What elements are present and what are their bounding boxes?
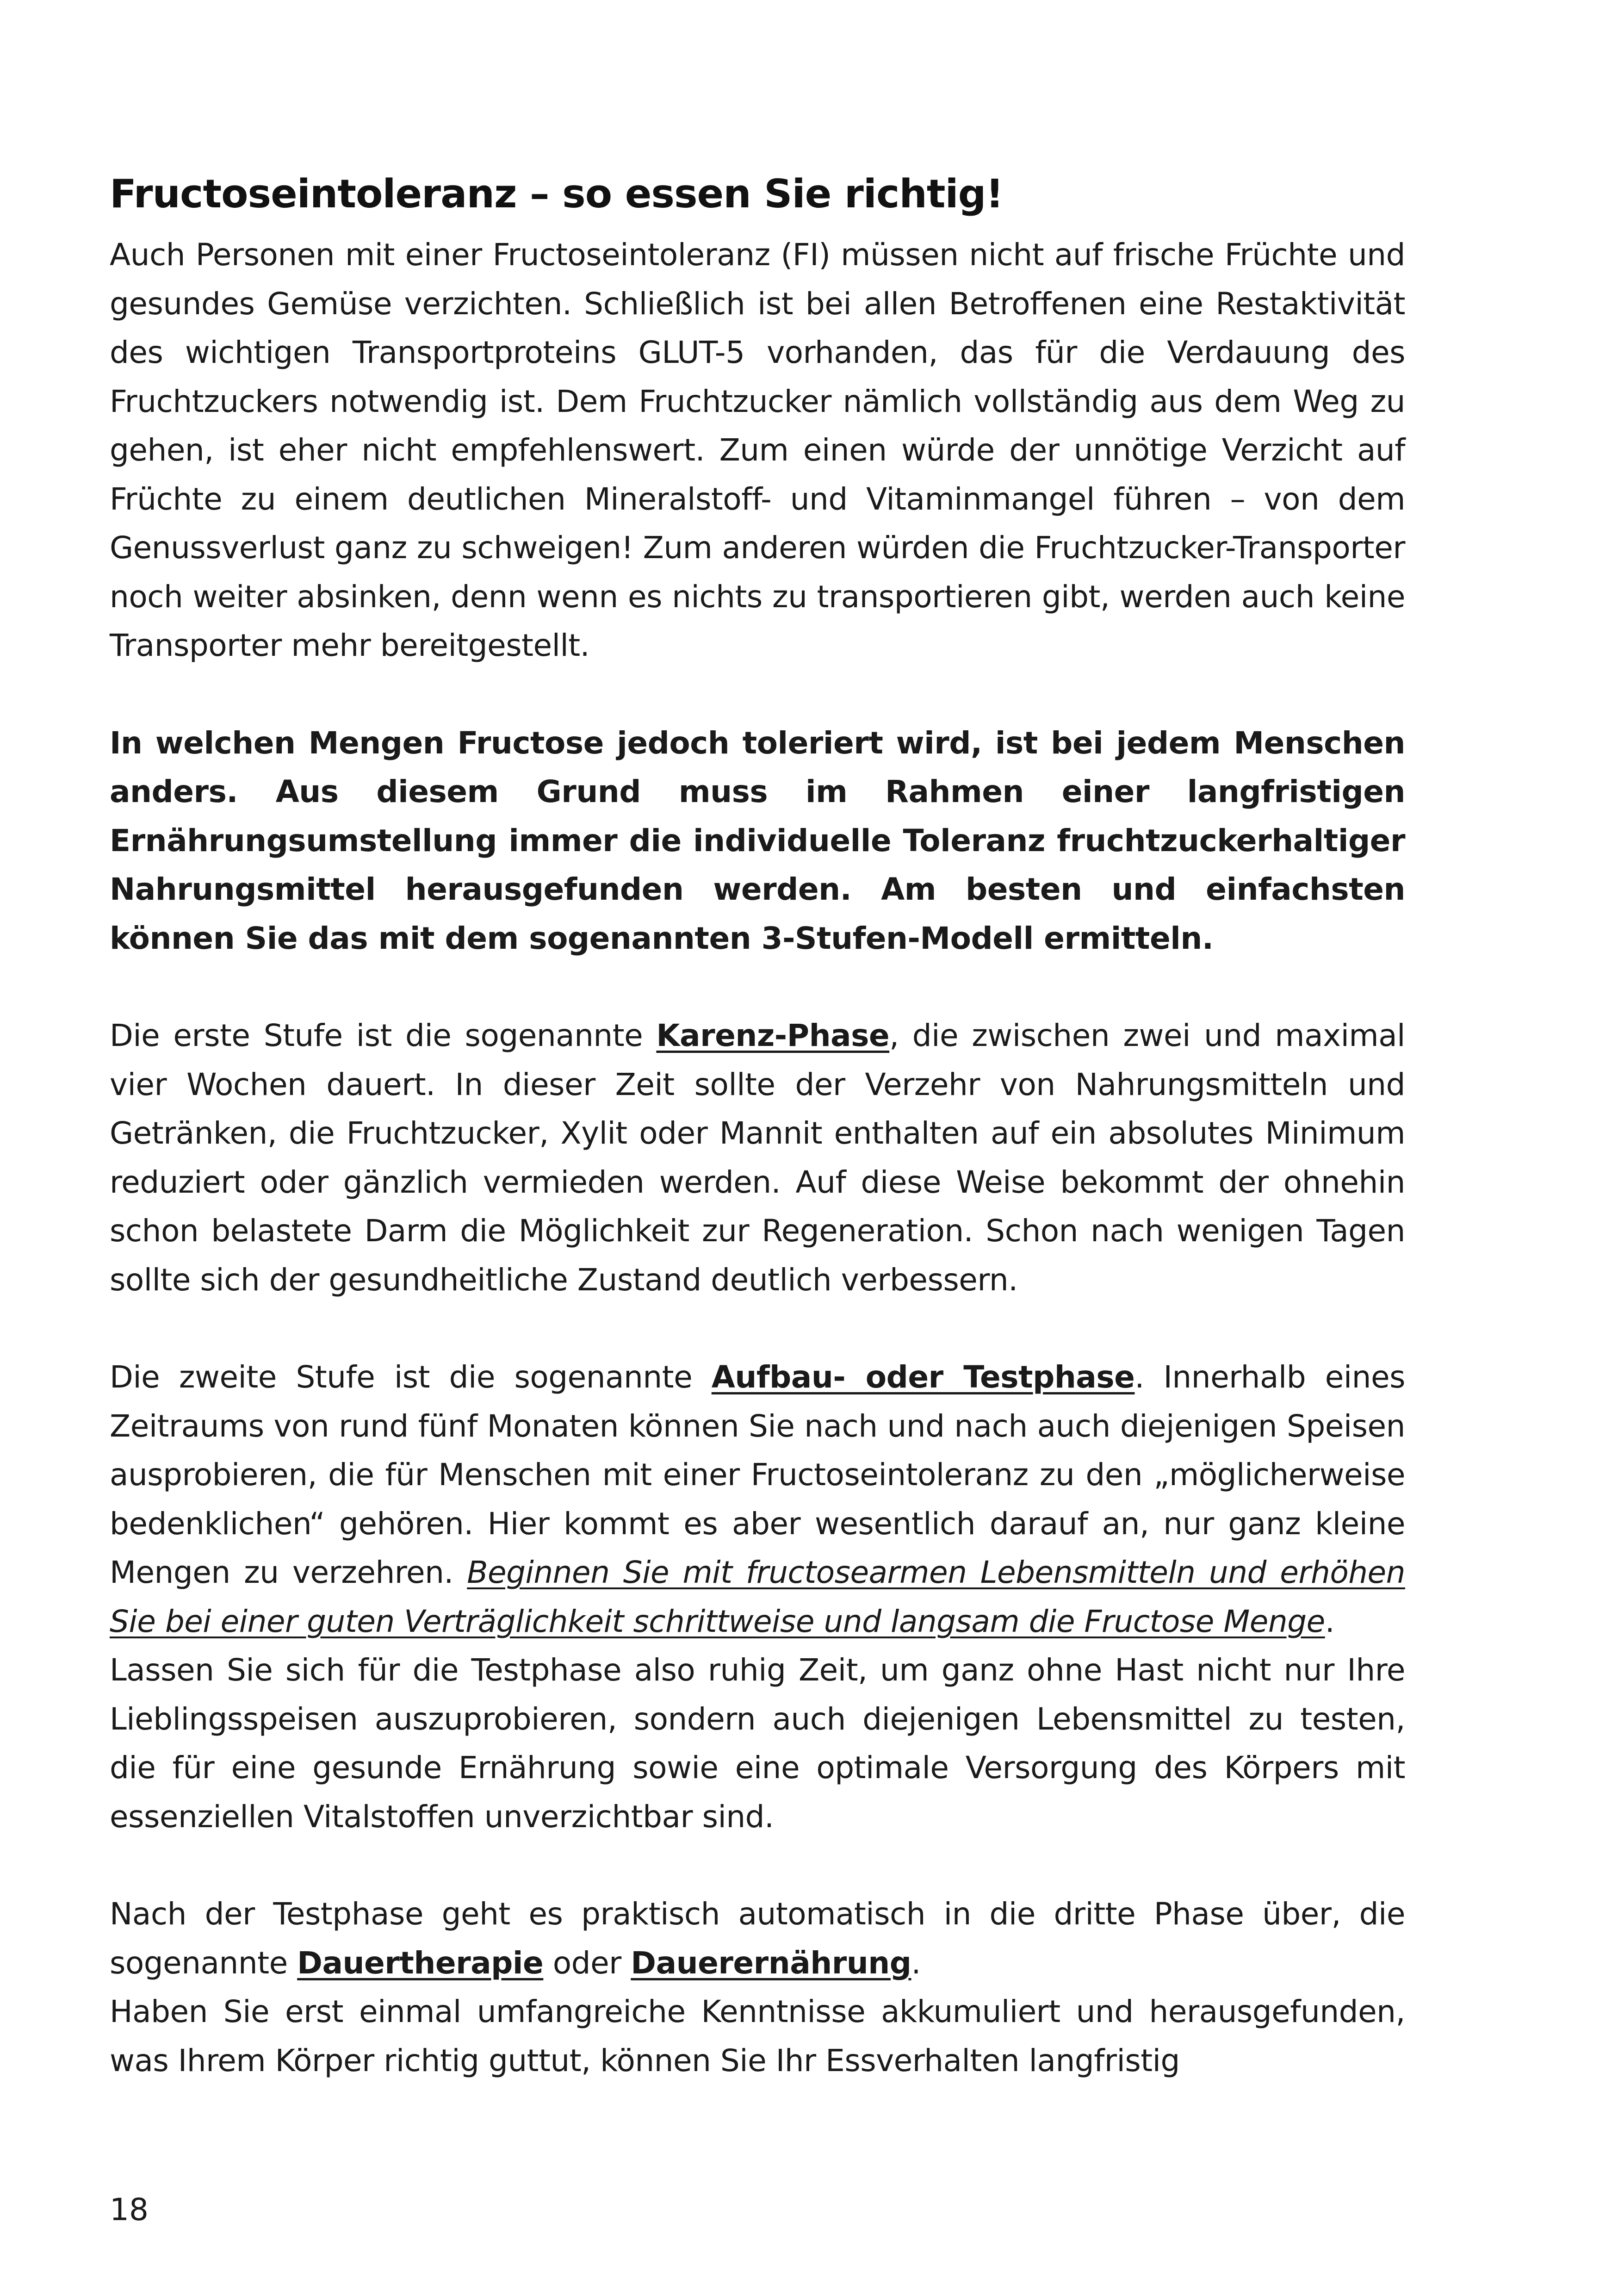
paragraph-test-phase bbox=[110, 1353, 1405, 1646]
text-segment: Nach der Testphase geht es praktisch automatisch in die dritte Phase über, die sogenannte bbox=[110, 1896, 1405, 1981]
term-dauerernaehrung: Dauerernährung bbox=[631, 1945, 911, 1981]
text-segment: oder bbox=[543, 1945, 631, 1981]
text-segment: , die zwischen zwei und maximal vier Wochen dauert. In dieser Zeit sollte der Verzehr von Nahrungsmitteln und Getränken, die Fruchtzucker, Xylit oder Mannit enthalten auf ein absolutes Minimum reduziert oder gänzlich vermieden werden. Auf diese Weise bekommt der ohnehin schon belastete Darm die Möglichkeit zur Regeneration. Schon nach wenigen Tagen sollte sich der gesundheitliche Zustand deutlich verbessern. bbox=[110, 1018, 1405, 1298]
text-segment: Die erste Stufe ist die sogenannte bbox=[110, 1018, 657, 1053]
paragraph-test-phase-advice: Lassen Sie sich für die Testphase also ruhig Zeit, um ganz ohne Hast nicht nur Ihre Lieblingsspeisen auszuprobieren, sondern auch diejenigen Lebensmittel zu testen, die für eine gesunde Ernährung sowie eine optimale Versorgung des Körpers mit essenziellen Vitalstoffen unverzichtbar sind. bbox=[110, 1652, 1405, 1835]
emphasized-advice: Beginnen Sie mit fructosearmen Lebensmitteln und erhöhen Sie bei einer guten Verträglichkeit schrittweise und langsam die Fructose Menge bbox=[110, 1555, 1405, 1639]
term-karenz-phase: Karenz-Phase bbox=[656, 1018, 890, 1053]
term-test-phase: Aufbau- oder Testphase bbox=[711, 1359, 1135, 1395]
paragraph-third-phase bbox=[110, 1890, 1405, 1987]
paragraph-long-term: Haben Sie erst einmal umfangreiche Kenntnisse akkumuliert und herausgefunden, was Ihrem Körper richtig guttut, können Sie Ihr Essverhalten langfristig bbox=[110, 1994, 1405, 2078]
page-title: Fructoseintoleranz – so essen Sie richtig! bbox=[110, 171, 1004, 217]
page-number: 18 bbox=[110, 2192, 149, 2228]
paragraph-intro: Auch Personen mit einer Fructoseintoleranz (FI) müssen nicht auf frische Früchte und gesundes Gemüse verzichten. Schließlich ist bei allen Betroffenen eine Restaktivität des wichtigen Transportproteins GLUT-5 vorhanden, das für die Verdauung des Fruchtzuckers notwendig ist. Dem Fruchtzucker nämlich vollständig aus dem Weg zu gehen, ist eher nicht empfehlenswert. Zum einen würde der unnötige Verzicht auf Früchte zu einem deutlichen Mineralstoff- und Vitaminmangel führen – von dem Genussverlust ganz zu schweigen! Zum anderen würden die Fruchtzucker-Transporter noch weiter absinken, denn wenn es nichts zu transportieren gibt, werden auch keine Transporter mehr bereitgestellt. bbox=[110, 237, 1405, 663]
text-segment: . Innerhalb eines Zeitraums von rund fünf Monaten können Sie nach und nach auch diejenigen Speisen ausprobieren, die für Menschen mit einer Fructoseintoleranz zu den „möglicherweise bedenklichen“ gehören. Hier kommt es aber wesentlich darauf an, nur ganz kleine Mengen zu verzehren. bbox=[110, 1359, 1405, 1590]
page-content bbox=[110, 167, 1405, 2085]
text-segment: . bbox=[1325, 1603, 1335, 1639]
term-dauertherapie: Dauertherapie bbox=[297, 1945, 544, 1981]
paragraph-karenz-phase bbox=[110, 1011, 1405, 1304]
text-segment: . bbox=[911, 1945, 921, 1981]
paragraph-tolerance: In welchen Mengen Fructose jedoch toleriert wird, ist bei jedem Menschen anders. Aus diesem Grund muss im Rahmen einer langfristigen Ernährungsumstellung immer die individuelle Toleranz fruchtzuckerhaltiger Nahrungsmittel herausgefunden werden. Am besten und einfachsten können Sie das mit dem sogenannten 3-Stufen-Modell ermitteln. bbox=[110, 725, 1405, 956]
text-segment: Die zweite Stufe ist die sogenannte bbox=[110, 1359, 712, 1395]
